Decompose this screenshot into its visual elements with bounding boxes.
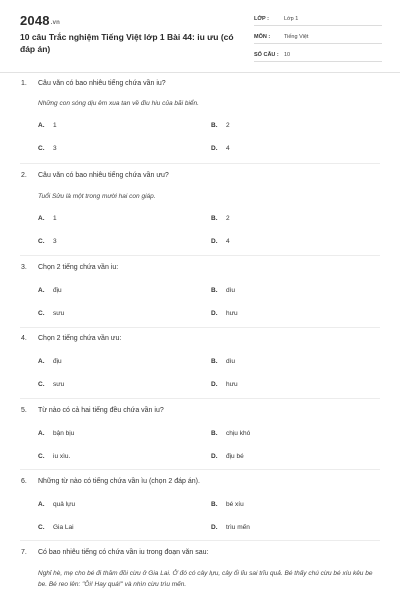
meta-label: LỚP :: [254, 15, 269, 22]
option-a[interactable]: A. 1: [38, 122, 57, 129]
option-d[interactable]: D. trìu mến: [211, 524, 250, 531]
option-d[interactable]: D. hưu: [211, 310, 238, 317]
option-d[interactable]: D. 4: [211, 238, 230, 245]
question-divider: [20, 163, 380, 164]
question-divider: [20, 255, 380, 256]
question-number: 3.: [21, 264, 27, 271]
question-text: Có bao nhiêu tiếng có chứa vần iu trong đoạn văn sau:: [38, 549, 209, 556]
quiz-title: 10 câu Trắc nghiệm Tiếng Việt lớp 1 Bài 44: iu ưu (có đáp án): [20, 32, 234, 54]
question-text: Câu văn có bao nhiêu tiếng chứa vần iu?: [38, 80, 166, 87]
question-number: 1.: [21, 80, 27, 87]
meta-value: Lớp 1: [284, 15, 299, 22]
option-c[interactable]: C. 3: [38, 145, 57, 152]
option-a[interactable]: A. địu: [38, 287, 62, 294]
option-b[interactable]: B. dìu: [211, 358, 236, 365]
question-number: 6.: [21, 478, 27, 485]
question-divider: [20, 327, 380, 328]
question-number: 4.: [21, 335, 27, 342]
option-d[interactable]: D. địu bé: [211, 453, 244, 460]
question-text: Những từ nào có tiếng chứa vần ìu (chọn 2 đáp án).: [38, 478, 200, 485]
meta-value: Tiếng Việt: [284, 33, 309, 40]
option-a[interactable]: A. quả lựu: [38, 501, 76, 508]
option-b[interactable]: B. 2: [211, 215, 230, 222]
option-a[interactable]: A. bận bịu: [38, 430, 75, 437]
option-c[interactable]: C. sưu: [38, 310, 65, 317]
option-c[interactable]: C. sưu: [38, 381, 65, 388]
question-text: Chọn 2 tiếng chứa vần iu:: [38, 264, 119, 271]
question-divider: [20, 540, 380, 541]
meta-label: SỐ CÂU :: [254, 51, 279, 58]
question-text: Từ nào có cả hai tiếng đều chứa vần iu?: [38, 407, 164, 414]
question-passage: Những con sóng dịu êm xua tan về đìu hiu của bãi biển.: [38, 100, 199, 107]
option-c[interactable]: C. 3: [38, 238, 57, 245]
option-d[interactable]: D. 4: [211, 145, 230, 152]
question-divider: [20, 469, 380, 470]
question-divider: [20, 398, 380, 399]
option-a[interactable]: A. địu: [38, 358, 62, 365]
meta-subject: [254, 30, 382, 44]
meta-count: [254, 48, 382, 62]
question-number: 7.: [21, 549, 27, 556]
site-logo[interactable]: 2048.vn: [20, 13, 61, 28]
option-b[interactable]: B. bé xíu: [211, 501, 244, 508]
meta-grade: [254, 12, 382, 26]
question-passage: Nghỉ hè, mẹ cho bé đi thăm đồi cừu ở Gia Lai. Ở đó có cây lựu, cây ổi lỉu sai trĩu quả. Bé thấy chú cừu bé xíu kêu be be. Bé reo lên: "Ôi! Hay quá!" và nhìn cừu trìu mến.: [38, 570, 373, 588]
option-b[interactable]: B. dìu: [211, 287, 236, 294]
question-number: 2.: [21, 172, 27, 179]
option-d[interactable]: D. hưu: [211, 381, 238, 388]
header-divider: [0, 72, 400, 73]
page-header: [0, 0, 400, 72]
question-number: 5.: [21, 407, 27, 414]
option-c[interactable]: C. iu xìu.: [38, 453, 71, 460]
option-a[interactable]: A. 1: [38, 215, 57, 222]
option-b[interactable]: B. chịu khó: [211, 430, 251, 437]
quiz-meta: [254, 12, 382, 66]
question-text: Câu văn có bao nhiêu tiếng chứa vần ưu?: [38, 172, 169, 179]
question-passage: Tuổi Sửu là một trong mười hai con giáp.: [38, 193, 156, 200]
option-c[interactable]: C. Gia Lai: [38, 524, 74, 531]
option-b[interactable]: B. 2: [211, 122, 230, 129]
meta-label: MÔN :: [254, 33, 271, 40]
meta-value: 10: [284, 51, 291, 58]
question-text: Chọn 2 tiếng chứa vần ưu:: [38, 335, 122, 342]
